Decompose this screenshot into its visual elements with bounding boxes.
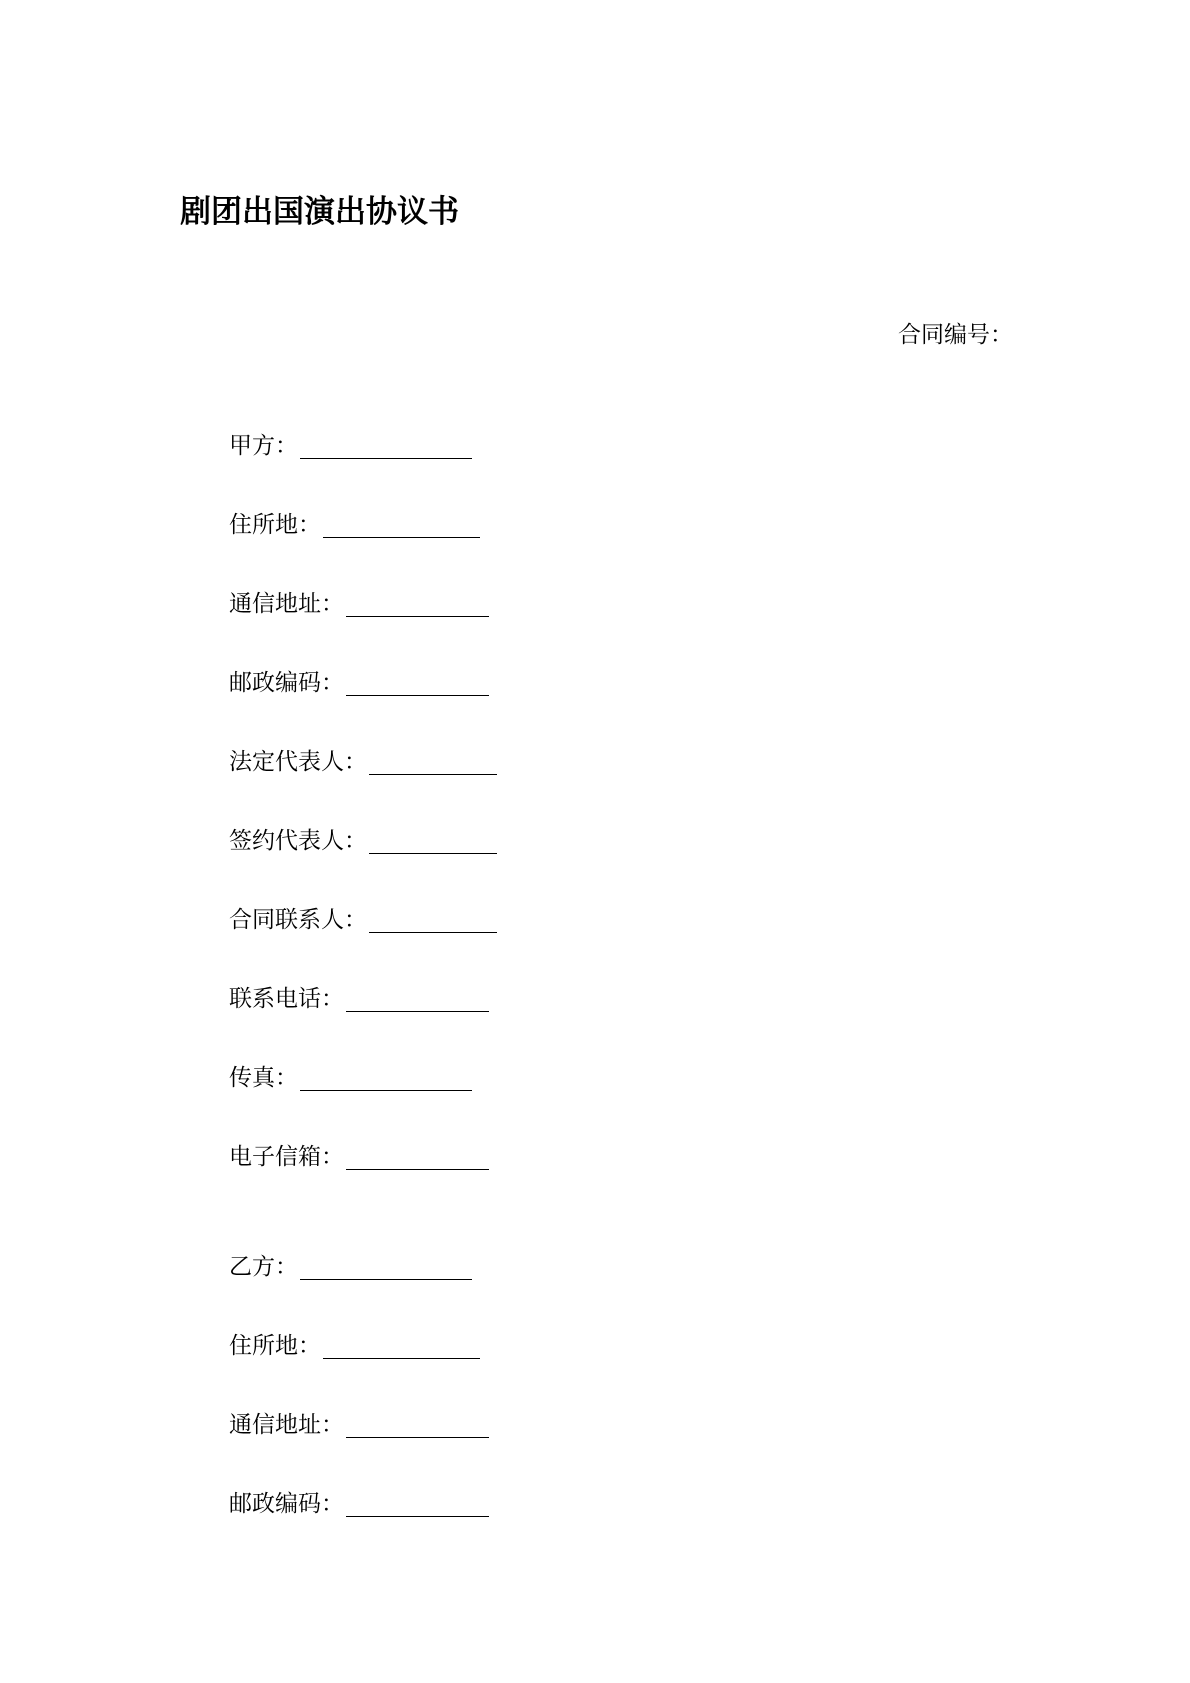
party-b-mailing-address-label: 通信地址： (229, 1412, 344, 1438)
document-title: 剧团出国演出协议书 (180, 194, 459, 230)
party-a-domicile-label: 住所地： (229, 512, 321, 538)
party-a-fax-field (229, 1062, 472, 1094)
party-a-email-field (229, 1141, 489, 1173)
party-a-phone-label: 联系电话： (229, 986, 344, 1012)
party-a-postal-code-label: 邮政编码： (229, 670, 344, 696)
party-b-name-field (229, 1251, 472, 1283)
party-a-name-label: 甲方： (229, 433, 298, 459)
party-a-phone-blank[interactable] (346, 985, 489, 1012)
party-a-email-blank[interactable] (346, 1143, 489, 1170)
party-a-domicile-blank[interactable] (323, 511, 480, 538)
party-a-postal-code-field (229, 667, 489, 699)
contract-number-label: 合同编号： (898, 322, 1013, 348)
party-a-legal-rep-blank[interactable] (369, 748, 497, 775)
party-a-name-blank[interactable] (300, 432, 472, 459)
party-a-fax-blank[interactable] (300, 1064, 472, 1091)
party-a-mailing-address-blank[interactable] (346, 590, 489, 617)
party-a-mailing-address-field (229, 588, 489, 620)
party-b-postal-code-blank[interactable] (346, 1490, 489, 1517)
party-a-legal-rep-field (229, 746, 497, 778)
party-a-domicile-field (229, 509, 480, 541)
party-a-legal-rep-label: 法定代表人： (229, 749, 367, 775)
party-b-mailing-address-field (229, 1409, 489, 1441)
party-a-phone-field (229, 983, 489, 1015)
party-b-mailing-address-blank[interactable] (346, 1411, 489, 1438)
party-b-postal-code-label: 邮政编码： (229, 1491, 344, 1517)
party-b-name-label: 乙方： (229, 1254, 298, 1280)
party-a-name-field (229, 430, 472, 462)
party-b-domicile-blank[interactable] (323, 1332, 480, 1359)
party-a-contract-contact-blank[interactable] (369, 906, 497, 933)
party-a-signing-rep-blank[interactable] (369, 827, 497, 854)
party-a-signing-rep-label: 签约代表人： (229, 828, 367, 854)
party-a-signing-rep-field (229, 825, 497, 857)
party-b-domicile-label: 住所地： (229, 1333, 321, 1359)
party-a-mailing-address-label: 通信地址： (229, 591, 344, 617)
party-a-fax-label: 传真： (229, 1065, 298, 1091)
party-a-postal-code-blank[interactable] (346, 669, 489, 696)
party-b-name-blank[interactable] (300, 1253, 472, 1280)
party-b-postal-code-field (229, 1488, 489, 1520)
party-a-contract-contact-field (229, 904, 497, 936)
party-b-domicile-field (229, 1330, 480, 1362)
party-a-email-label: 电子信箱： (229, 1144, 344, 1170)
party-a-contract-contact-label: 合同联系人： (229, 907, 367, 933)
